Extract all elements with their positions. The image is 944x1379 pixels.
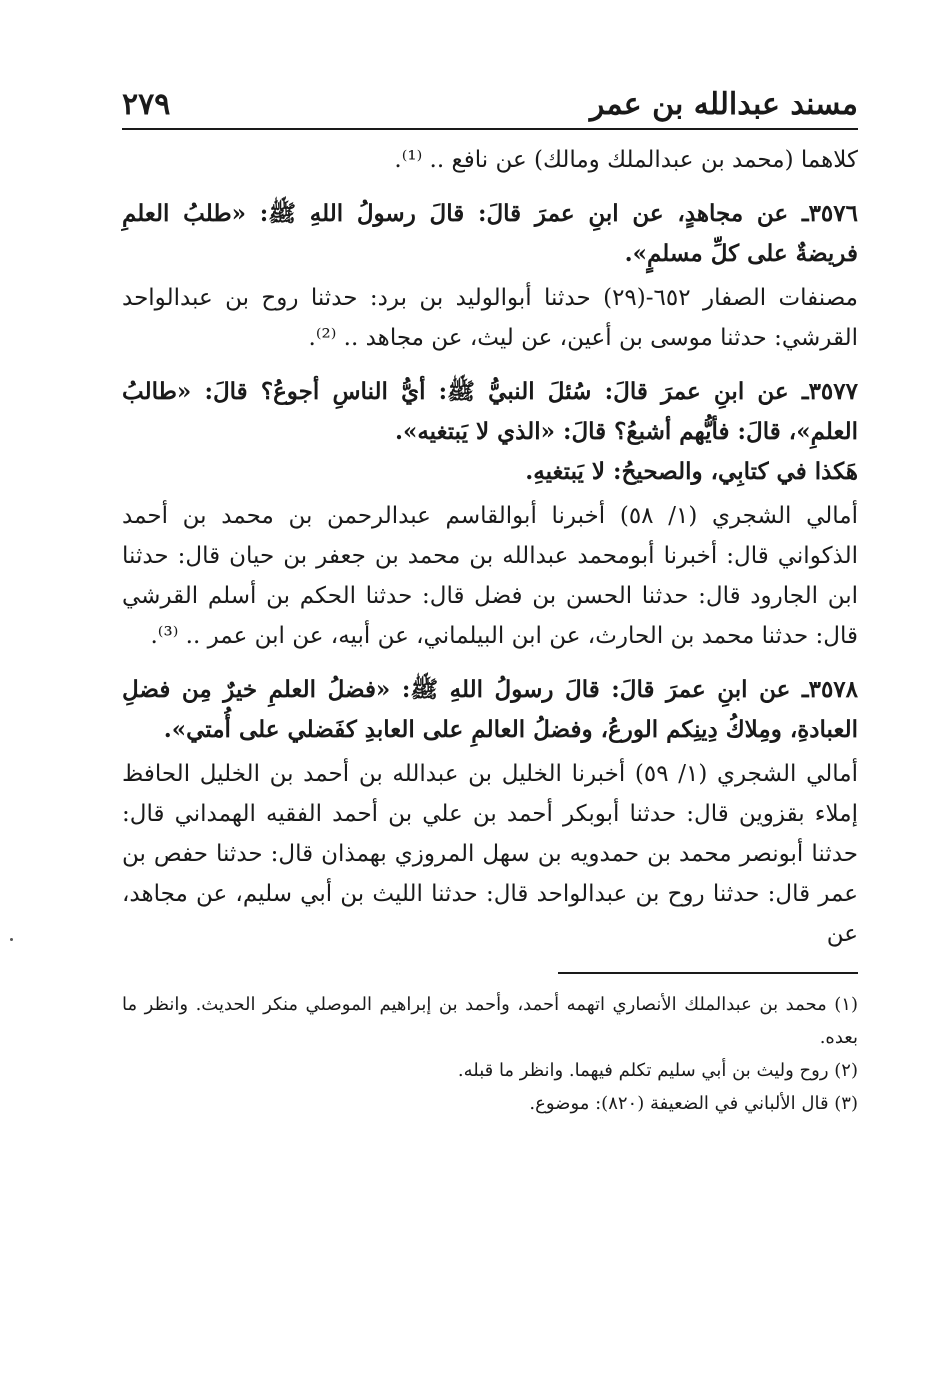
- book-page: [122, 80, 858, 1120]
- hadith-3578: ٣٥٧٨ـ عن ابنِ عمرَ قالَ: قالَ رسولُ اللهِ ﷺ: «فضلُ العلمِ خيرٌ مِن فضلِ العبادةِ، ومِلاكُ دِينِكم الورعُ، وفضلُ العالمِ على العابدِ كفَضلي على أُمتي».: [122, 676, 859, 743]
- margin-speck: [10, 938, 13, 941]
- book-title: مسند عبدالله بن عمر: [589, 87, 858, 122]
- main-text: [122, 140, 858, 954]
- author-note: هَكذا في كتابِي، والصحيحُ: لا يَبتغيهِ.: [525, 458, 858, 485]
- footnote-separator: [558, 972, 858, 974]
- footnote-1: (١) محمد بن عبدالملك الأنصاري اتهمه أحمد، وأحمد بن إبراهيم الموصلي منكر الحديث. وانظر ما بعده.: [122, 994, 858, 1048]
- running-header: [122, 80, 858, 130]
- hadith-3576: ٣٥٧٦ـ عن مجاهدٍ، عن ابنِ عمرَ قالَ: قالَ رسولُ اللهِ ﷺ: «طلبُ العلمِ فريضةٌ على كلِّ مسلمٍ».: [122, 200, 858, 267]
- source-paragraph: أمالي الشجري (١/ ٥٨) أخبرنا أبوالقاسم عبدالرحمن بن محمد بن أحمد الذكواني قال: أخبرنا أبومحمد عبدالله بن محمد بن جعفر بن حيان قال: حدثنا ابن الجارود قال: حدثنا الحسن بن فضل قال: حدثنا الحكم بن أسلم القرشي قال: حدثنا محمد بن الحارث، عن ابن البيلماني، عن أبيه، عن ابن عمر .. ⁽³⁾.: [122, 503, 858, 649]
- footnote-3: (٣) قال الألباني في الضعيفة (٨٢٠): موضوع.: [529, 1093, 858, 1114]
- source-paragraph: أمالي الشجري (١/ ٥٩) أخبرنا الخليل بن عبدالله بن أحمد بن الخليل الحافظ إملاء بقزوين قال: حدثنا أبوبكر أحمد بن علي بن أحمد الفقيه الهمداني قال: حدثنا أبونصر محمد بن حمدويه بن سهل المروزي بهمذان قال: حدثنا حفص بن عمر قال: حدثنا روح بن عبدالواحد قال: حدثنا الليث بن أبي سليم، عن مجاهد، عن: [122, 761, 859, 947]
- footnotes: [122, 988, 858, 1120]
- page-number: ٢٧٩: [122, 87, 171, 122]
- source-paragraph: مصنفات الصفار ٦٥٢-(٢٩) حدثنا أبوالوليد بن برد: حدثنا روح بن عبدالواحد القرشي: حدثنا موسى بن أعين، عن ليث، عن مجاهد .. ⁽²⁾.: [122, 285, 858, 351]
- text-paragraph: كلاهما (محمد بن عبدالملك ومالك) عن نافع .. ⁽¹⁾.: [394, 147, 858, 173]
- footnote-2: (٢) روح وليث بن أبي سليم تكلم فيهما. وانظر ما قبله.: [457, 1060, 858, 1081]
- hadith-3577: ٣٥٧٧ـ عن ابنِ عمرَ قالَ: سُئلَ النبيُّ ﷺ: أيُّ الناسِ أجوعُ؟ قالَ: «طالبُ العلمِ»، قالَ: فأيُّهم أشبعُ؟ قالَ: «الذي لا يَبتغيه».: [122, 378, 858, 445]
